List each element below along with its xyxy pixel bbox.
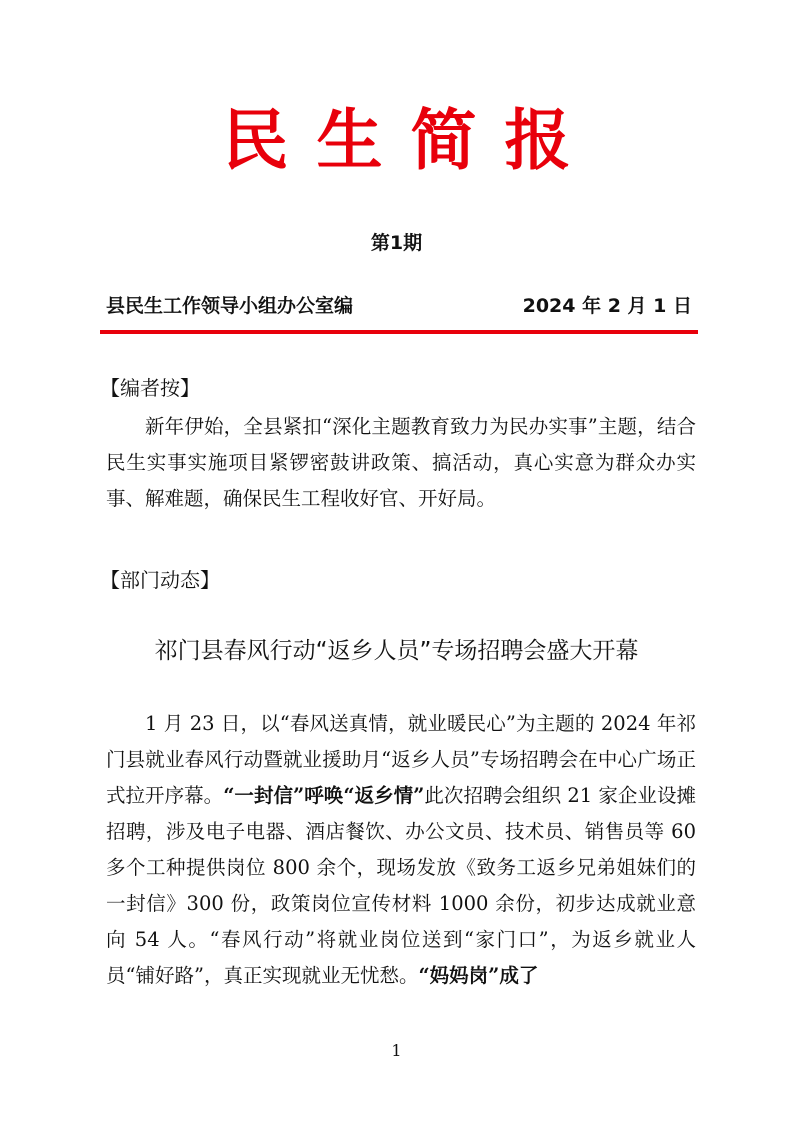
article-text-1: 1 月 23 日，以“春风送真情，就业暖民心”为主题的 2024 年祁门县就业春风行动暨就业援助月“返乡人员”专场招聘会在中心广场正式拉开序幕。 [106,712,696,807]
red-divider [100,330,698,334]
editor-note-text: 新年伊始，全县紧扣“深化主题教育致力为民办实事”主题，结合民生实事实施项目紧锣密鼓讲政策、搞活动，真心实意为群众办实事、解难题，确保民生工程收好官、开好局。 [106,415,696,510]
article-title: 祁门县春风行动“返乡人员”专场招聘会盛大开幕 [154,638,639,664]
editor-note-heading: 【编者按】 [100,376,200,400]
publisher-row [106,291,698,318]
dept-news-heading: 【部门动态】 [100,568,220,592]
article-body [106,706,696,994]
page-number: 1 [391,1041,402,1060]
article-bold-phrase-1: “一封信”呼唤“返乡情” [223,784,425,807]
newsletter-title: 民生简报 [222,102,599,179]
publish-date: 2024 年 2 月 1 日 [522,295,692,317]
publisher: 县民生工作领导小组办公室编 [106,295,354,317]
article-bold-phrase-2: “妈妈岗”成了 [418,964,539,987]
issue-number: 第1期 [370,232,423,254]
article-text-2: 此次招聘会组织 21 家企业设摊招聘，涉及电子电器、酒店餐饮、办公文员、技术员、销售员等 60 多个工种提供岗位 800 余个，现场发放《致务工返乡兄弟姐妹们的一封信》300 份，政策岗位宣传材料 1000 余份，初步达成就业意向 54 人。“春风行动”将就业岗位送到“家门口”，为返乡就业人员“铺好路”，真正实现就业无忧愁。 [106,784,696,987]
